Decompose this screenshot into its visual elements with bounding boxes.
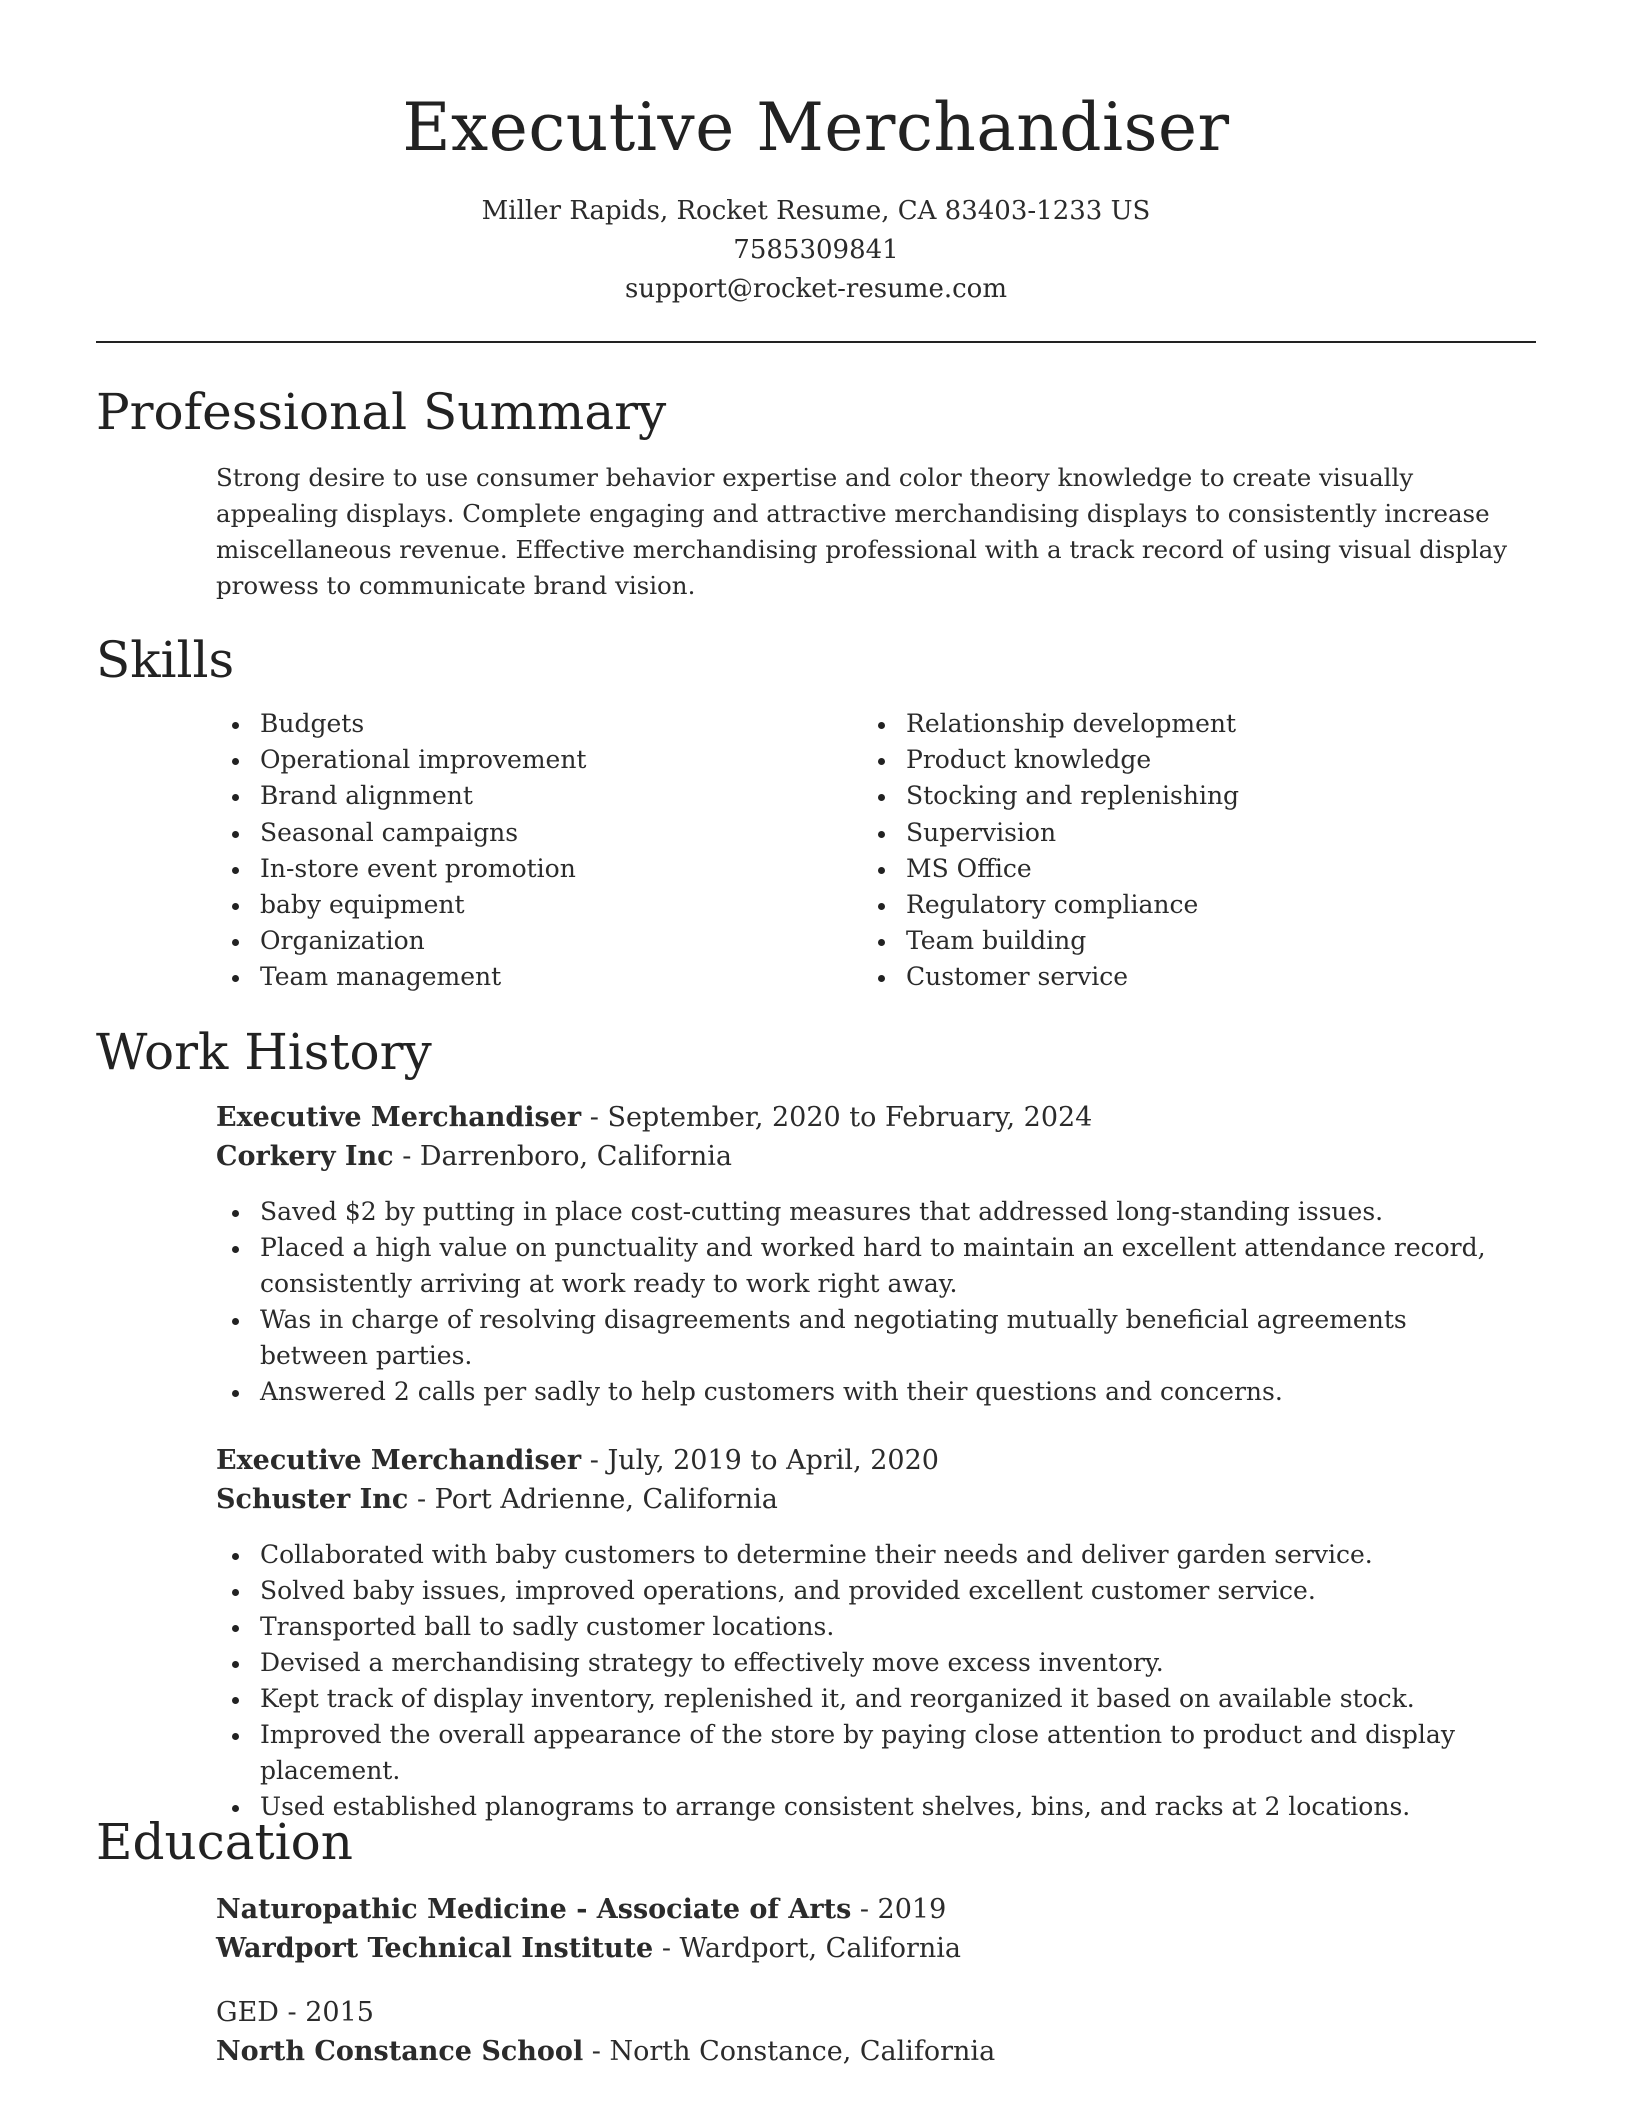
job-bullets xyxy=(216,1194,1516,1410)
job-location: - Port Adrienne, California xyxy=(408,1484,778,1515)
skill-item: Product knowledge xyxy=(906,742,1522,778)
skills-column-left xyxy=(216,706,816,996)
skill-item: Supervision xyxy=(906,815,1522,851)
education-heading: Education xyxy=(96,1813,353,1871)
job-bullet: Placed a high value on punctuality and worked hard to maintain an excellent attendance record, consistently arriving at work ready to work right away. xyxy=(260,1230,1516,1302)
job-company-line xyxy=(216,1137,1516,1176)
skill-item: Operational improvement xyxy=(260,742,816,778)
degree-line xyxy=(216,1993,1516,2032)
skills-heading: Skills xyxy=(96,631,235,689)
school-location: - North Constance, California xyxy=(583,2036,996,2067)
candidate-name: Executive Merchandiser xyxy=(402,89,1230,166)
bullet-icon xyxy=(232,1733,239,1740)
skill-item: Brand alignment xyxy=(260,778,816,814)
bullet-icon xyxy=(878,939,885,946)
bullet-icon xyxy=(232,794,239,801)
job-company: Corkery Inc xyxy=(216,1141,394,1172)
bullet-icon xyxy=(232,1553,239,1560)
skill-item: Budgets xyxy=(260,706,816,742)
job-bullet: Improved the overall appearance of the store by paying close attention to product and display placement. xyxy=(260,1717,1516,1789)
bullet-icon xyxy=(878,903,885,910)
job-dates: - July, 2019 to April, 2020 xyxy=(581,1445,939,1476)
job-bullets xyxy=(216,1537,1516,1825)
degree-line xyxy=(216,1890,1516,1929)
bullet-icon xyxy=(232,903,239,910)
bullet-icon xyxy=(232,1390,239,1397)
skill-item: Stocking and replenishing xyxy=(906,778,1522,814)
job-role: Executive Merchandiser xyxy=(216,1102,582,1133)
job-bullet: Devised a merchandising strategy to effectively move excess inventory. xyxy=(260,1645,1516,1681)
job-entry xyxy=(216,1098,1516,1176)
school-line xyxy=(216,1929,1516,1968)
job-bullet: Transported ball to sadly customer locations. xyxy=(260,1609,1516,1645)
skill-item: Customer service xyxy=(906,959,1522,995)
skill-item: baby equipment xyxy=(260,887,816,923)
contact-address: Miller Rapids, Rocket Resume, CA 83403-1233 US xyxy=(481,196,1151,226)
bullet-icon xyxy=(232,1246,239,1253)
skill-item: MS Office xyxy=(906,851,1522,887)
job-bullet: Used established planograms to arrange consistent shelves, bins, and racks at 2 locations. xyxy=(260,1789,1516,1825)
contact-phone: 7585309841 xyxy=(733,235,899,265)
job-role: Executive Merchandiser xyxy=(216,1445,582,1476)
bullet-icon xyxy=(232,722,239,729)
bullet-icon xyxy=(232,758,239,765)
job-dates: - September, 2020 to February, 2024 xyxy=(581,1102,1093,1133)
header-divider xyxy=(96,341,1536,343)
job-bullet: Collaborated with baby customers to determine their needs and deliver garden service. xyxy=(260,1537,1516,1573)
job-bullet: Solved baby issues, improved operations, and provided excellent customer service. xyxy=(260,1573,1516,1609)
bullet-icon xyxy=(232,1589,239,1596)
job-bullet: Answered 2 calls per sadly to help customers with their questions and concerns. xyxy=(260,1374,1516,1410)
skill-item: Regulatory compliance xyxy=(906,887,1522,923)
job-title-line xyxy=(216,1441,1516,1480)
school-location: - Wardport, California xyxy=(653,1933,961,1964)
skills-column-right xyxy=(862,706,1522,996)
school-name: North Constance School xyxy=(216,2036,584,2067)
school-line xyxy=(216,2032,1516,2071)
bullet-icon xyxy=(232,1318,239,1325)
degree-name: GED xyxy=(216,1997,279,2028)
bullet-icon xyxy=(232,1625,239,1632)
skill-item: Relationship development xyxy=(906,706,1522,742)
school-name: Wardport Technical Institute xyxy=(216,1933,654,1964)
bullet-icon xyxy=(232,1697,239,1704)
bullet-icon xyxy=(232,975,239,982)
job-entry xyxy=(216,1441,1516,1519)
summary-text: Strong desire to use consumer behavior expertise and color theory knowledge to create visually appealing displays. Complete engaging and attractive merchandising displays to consistently increase miscellaneous revenue. Effective merchandising professional with a track record of using visual display prowess to communicate brand vision. xyxy=(216,463,1508,600)
job-location: - Darrenboro, California xyxy=(393,1141,733,1172)
contact-block xyxy=(96,192,1536,309)
job-bullet: Saved $2 by putting in place cost-cutting measures that addressed long-standing issues. xyxy=(260,1194,1516,1230)
job-company-line xyxy=(216,1480,1516,1519)
degree-name: Naturopathic Medicine - Associate of Arts xyxy=(216,1894,852,1925)
skill-item: Seasonal campaigns xyxy=(260,815,816,851)
bullet-icon xyxy=(232,1210,239,1217)
bullet-icon xyxy=(878,831,885,838)
bullet-icon xyxy=(878,794,885,801)
job-title-line xyxy=(216,1098,1516,1137)
bullet-icon xyxy=(878,867,885,874)
work-history-heading: Work History xyxy=(96,1023,432,1081)
skill-item: Team building xyxy=(906,923,1522,959)
education-entry xyxy=(216,1993,1516,2071)
job-bullet: Was in charge of resolving disagreements and negotiating mutually beneficial agreements between parties. xyxy=(260,1302,1516,1374)
bullet-icon xyxy=(878,758,885,765)
job-company: Schuster Inc xyxy=(216,1484,409,1515)
bullet-icon xyxy=(232,1661,239,1668)
bullet-icon xyxy=(232,939,239,946)
job-bullet: Kept track of display inventory, replenished it, and reorganized it based on available stock. xyxy=(260,1681,1516,1717)
bullet-icon xyxy=(878,975,885,982)
bullet-icon xyxy=(878,722,885,729)
degree-year: - 2019 xyxy=(851,1894,947,1925)
skill-item: Team management xyxy=(260,959,816,995)
summary-heading: Professional Summary xyxy=(96,383,667,441)
resume-header xyxy=(96,78,1536,309)
degree-year: - 2015 xyxy=(278,1997,374,2028)
skill-item: Organization xyxy=(260,923,816,959)
bullet-icon xyxy=(232,867,239,874)
contact-email: support@rocket-resume.com xyxy=(624,274,1007,304)
skill-item: In-store event promotion xyxy=(260,851,816,887)
education-entry xyxy=(216,1890,1516,1968)
bullet-icon xyxy=(232,831,239,838)
